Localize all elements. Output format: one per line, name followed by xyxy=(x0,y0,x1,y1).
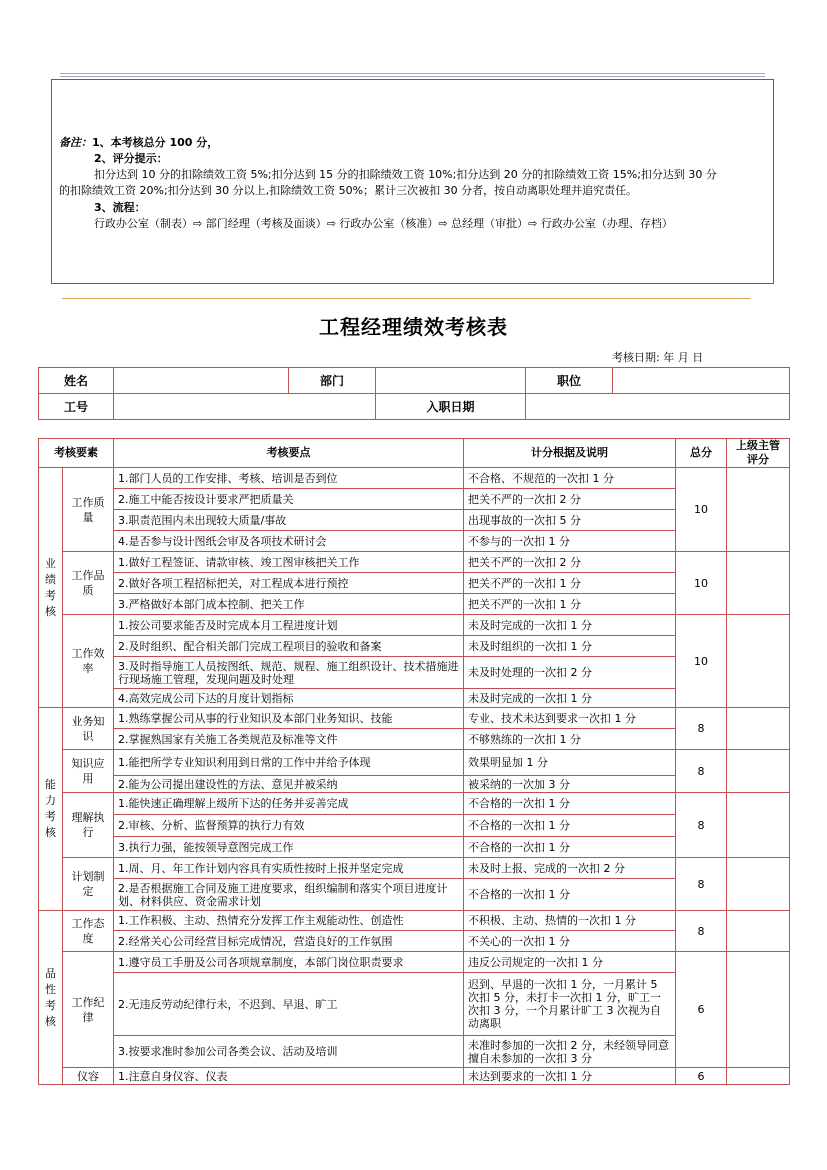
notes-box xyxy=(51,79,774,284)
entry-date-label: 入职日期 xyxy=(376,394,526,420)
supervisor-score-cell[interactable] xyxy=(727,1068,790,1085)
scoring-basis: 未达到要求的一次扣 1 分 xyxy=(464,1068,676,1085)
position-label: 职位 xyxy=(526,368,613,394)
supervisor-score-cell[interactable] xyxy=(727,911,790,952)
assessment-table xyxy=(38,438,790,1085)
group-score: 8 xyxy=(676,793,727,858)
notes-label: 备注： xyxy=(59,136,92,149)
tips-line1: 扣分达到 10 分的扣除绩效工资 5%;扣分达到 15 分的扣除绩效工资 10%;扣分达到 20 分的扣除绩效工资 15%;扣分达到 30 分 xyxy=(94,168,717,181)
group-score: 10 xyxy=(676,615,727,708)
scoring-basis: 不合格的一次扣 1 分 xyxy=(464,837,676,858)
group-name: 仪容 xyxy=(63,1068,114,1085)
assessment-point: 1.熟练掌握公司从事的行业知识及本部门业务知识、技能 xyxy=(114,708,464,729)
notes-line1: 1、本考核总分 100 分， xyxy=(92,136,219,149)
assessment-point: 2.掌握熟国家有关施工各类规范及标准等文件 xyxy=(114,729,464,750)
category-performance: 业绩考核 xyxy=(39,468,63,708)
group-score: 6 xyxy=(676,952,727,1068)
assessment-point: 4.是否参与设计图纸会审及各项技术研讨会 xyxy=(114,531,464,552)
scoring-basis: 未及时完成的一次扣 1 分 xyxy=(464,615,676,636)
job-no-field[interactable] xyxy=(114,394,376,420)
entry-date-field[interactable] xyxy=(526,394,790,420)
assessment-point: 3.严格做好本部门成本控制、把关工作 xyxy=(114,594,464,615)
flow-title: 3、流程： xyxy=(94,201,146,214)
scoring-basis: 把关不严的一次扣 2 分 xyxy=(464,552,676,573)
supervisor-score-cell[interactable] xyxy=(727,952,790,1068)
assessment-point: 3.及时指导施工人员按图纸、规范、规程、施工组织设计、技术措施进行现场施工管理，发现问题及时处理 xyxy=(114,657,464,689)
scoring-basis: 被采纳的一次加 3 分 xyxy=(464,776,676,793)
scoring-basis: 不合格的一次扣 1 分 xyxy=(464,793,676,815)
dept-label: 部门 xyxy=(289,368,376,394)
group-score: 8 xyxy=(676,911,727,952)
assessment-point: 1.周、月、年工作计划内容具有实质性按时上报并坚定完成 xyxy=(114,858,464,879)
assessment-point: 1.能把所学专业知识利用到日常的工作中并给予体现 xyxy=(114,750,464,776)
info-table xyxy=(38,367,790,420)
header-total: 总分 xyxy=(676,439,727,468)
group-name: 工作效率 xyxy=(63,615,114,708)
assessment-point: 3.按要求准时参加公司各类会议、活动及培训 xyxy=(114,1036,464,1068)
header-supervisor: 上级主管评分 xyxy=(727,439,790,468)
mid-divider xyxy=(62,298,750,299)
assessment-point: 1.注意自身仪容、仪表 xyxy=(114,1068,464,1085)
group-name: 业务知识 xyxy=(63,708,114,750)
assessment-point: 1.工作积极、主动、热情充分发挥工作主观能动性、创造性 xyxy=(114,911,464,931)
assessment-point: 2.经常关心公司经营目标完成情况，营造良好的工作氛围 xyxy=(114,931,464,952)
group-name: 工作纪律 xyxy=(63,952,114,1068)
group-score: 10 xyxy=(676,468,727,552)
group-name: 工作态度 xyxy=(63,911,114,952)
group-score: 8 xyxy=(676,750,727,793)
assessment-point: 4.高效完成公司下达的月度计划指标 xyxy=(114,689,464,708)
group-name: 知识应用 xyxy=(63,750,114,793)
position-field[interactable] xyxy=(613,368,790,394)
tips-title: 2、评分提示： xyxy=(94,152,168,165)
scoring-basis: 把关不严的一次扣 1 分 xyxy=(464,594,676,615)
scoring-basis: 不够熟练的一次扣 1 分 xyxy=(464,729,676,750)
supervisor-score-cell[interactable] xyxy=(727,858,790,911)
top-divider xyxy=(60,73,765,74)
scoring-basis: 不关心的一次扣 1 分 xyxy=(464,931,676,952)
header-points: 考核要点 xyxy=(114,439,464,468)
assessment-point: 2.及时组织、配合相关部门完成工程项目的验收和备案 xyxy=(114,636,464,657)
group-score: 8 xyxy=(676,708,727,750)
header-basis: 计分根据及说明 xyxy=(464,439,676,468)
group-name: 理解执行 xyxy=(63,793,114,858)
scoring-basis: 未准时参加的一次扣 2 分，未经领导同意擅自未参加的一次扣 3 分 xyxy=(464,1036,676,1068)
scoring-basis: 未及时完成的一次扣 1 分 xyxy=(464,689,676,708)
name-field[interactable] xyxy=(114,368,289,394)
supervisor-score-cell[interactable] xyxy=(727,708,790,750)
scoring-basis: 不合格的一次扣 1 分 xyxy=(464,815,676,837)
assessment-point: 1.部门人员的工作安排、考核、培训是否到位 xyxy=(114,468,464,489)
assessment-point: 2.审核、分析、监督预算的执行力有效 xyxy=(114,815,464,837)
group-name: 工作质量 xyxy=(63,468,114,552)
assessment-point: 1.遵守员工手册及公司各项规章制度，本部门岗位职责要求 xyxy=(114,952,464,973)
supervisor-score-cell[interactable] xyxy=(727,793,790,858)
group-score: 10 xyxy=(676,552,727,615)
assessment-point: 2.做好各项工程招标把关，对工程成本进行预控 xyxy=(114,573,464,594)
scoring-basis: 专业、技术未达到要求一次扣 1 分 xyxy=(464,708,676,729)
assessment-point: 3.执行力强，能按领导意图完成工作 xyxy=(114,837,464,858)
scoring-basis: 不参与的一次扣 1 分 xyxy=(464,531,676,552)
assessment-point: 3.职责范围内未出现较大质量/事故 xyxy=(114,510,464,531)
job-no-label: 工号 xyxy=(39,394,114,420)
top-divider-shadow xyxy=(60,76,765,77)
group-score: 6 xyxy=(676,1068,727,1085)
assessment-point: 1.能快速正确理解上级所下达的任务并妥善完成 xyxy=(114,793,464,815)
tips-line2: 的扣除绩效工资 20%;扣分达到 30 分以上,扣除绩效工资 50%；累计三次被扣 30 分者，按自动离职处理并追究责任。 xyxy=(59,184,638,197)
supervisor-score-cell[interactable] xyxy=(727,468,790,552)
group-name: 计划制定 xyxy=(63,858,114,911)
dept-field[interactable] xyxy=(376,368,526,394)
scoring-basis: 不合格、不规范的一次扣 1 分 xyxy=(464,468,676,489)
scoring-basis: 把关不严的一次扣 2 分 xyxy=(464,489,676,510)
assessment-point: 1.做好工程签证、请款审核、竣工图审核把关工作 xyxy=(114,552,464,573)
scoring-basis: 未及时上报、完成的一次扣 2 分 xyxy=(464,858,676,879)
category-ability: 能力考核 xyxy=(39,708,63,911)
assessment-point: 1.按公司要求能否及时完成本月工程进度计划 xyxy=(114,615,464,636)
assessment-date: 考核日期: 年 月 日 xyxy=(612,351,704,364)
assessment-point: 2.施工中能否按设计要求严把质量关 xyxy=(114,489,464,510)
category-character: 品性考核 xyxy=(39,911,63,1085)
header-element: 考核要素 xyxy=(39,439,114,468)
group-score: 8 xyxy=(676,858,727,911)
page-title: 工程经理绩效考核表 xyxy=(319,315,508,339)
assessment-point: 2.无违反劳动纪律行未，不迟到、早退、旷工 xyxy=(114,973,464,1036)
flow-text: 行政办公室（制表）⇨ 部门经理（考核及面谈）⇨ 行政办公室（核准）⇨ 总经理（审批）⇨ 行政办公室（办理、存档） xyxy=(94,217,673,230)
scoring-basis: 效果明显加 1 分 xyxy=(464,750,676,776)
supervisor-score-cell[interactable] xyxy=(727,552,790,615)
assessment-point: 2.能为公司提出建设性的方法、意见并被采纳 xyxy=(114,776,464,793)
scoring-basis: 把关不严的一次扣 1 分 xyxy=(464,573,676,594)
scoring-basis: 出现事故的一次扣 5 分 xyxy=(464,510,676,531)
name-label: 姓名 xyxy=(39,368,114,394)
scoring-basis: 不合格的一次扣 1 分 xyxy=(464,879,676,911)
scoring-basis: 不积极、主动、热情的一次扣 1 分 xyxy=(464,911,676,931)
scoring-basis: 违反公司规定的一次扣 1 分 xyxy=(464,952,676,973)
supervisor-score-cell[interactable] xyxy=(727,615,790,708)
scoring-basis: 迟到、早退的一次扣 1 分，一月累计 5 次扣 5 分，未打卡一次扣 1 分，旷工一次扣 3 分，一个月累计旷工 3 次视为自动离职 xyxy=(464,973,676,1036)
supervisor-score-cell[interactable] xyxy=(727,750,790,793)
scoring-basis: 未及时处理的一次扣 2 分 xyxy=(464,657,676,689)
assessment-point: 2.是否根据施工合同及施工进度要求，组织编制和落实个项目进度计划、材料供应、资金需求计划 xyxy=(114,879,464,911)
group-name: 工作品质 xyxy=(63,552,114,615)
scoring-basis: 未及时组织的一次扣 1 分 xyxy=(464,636,676,657)
